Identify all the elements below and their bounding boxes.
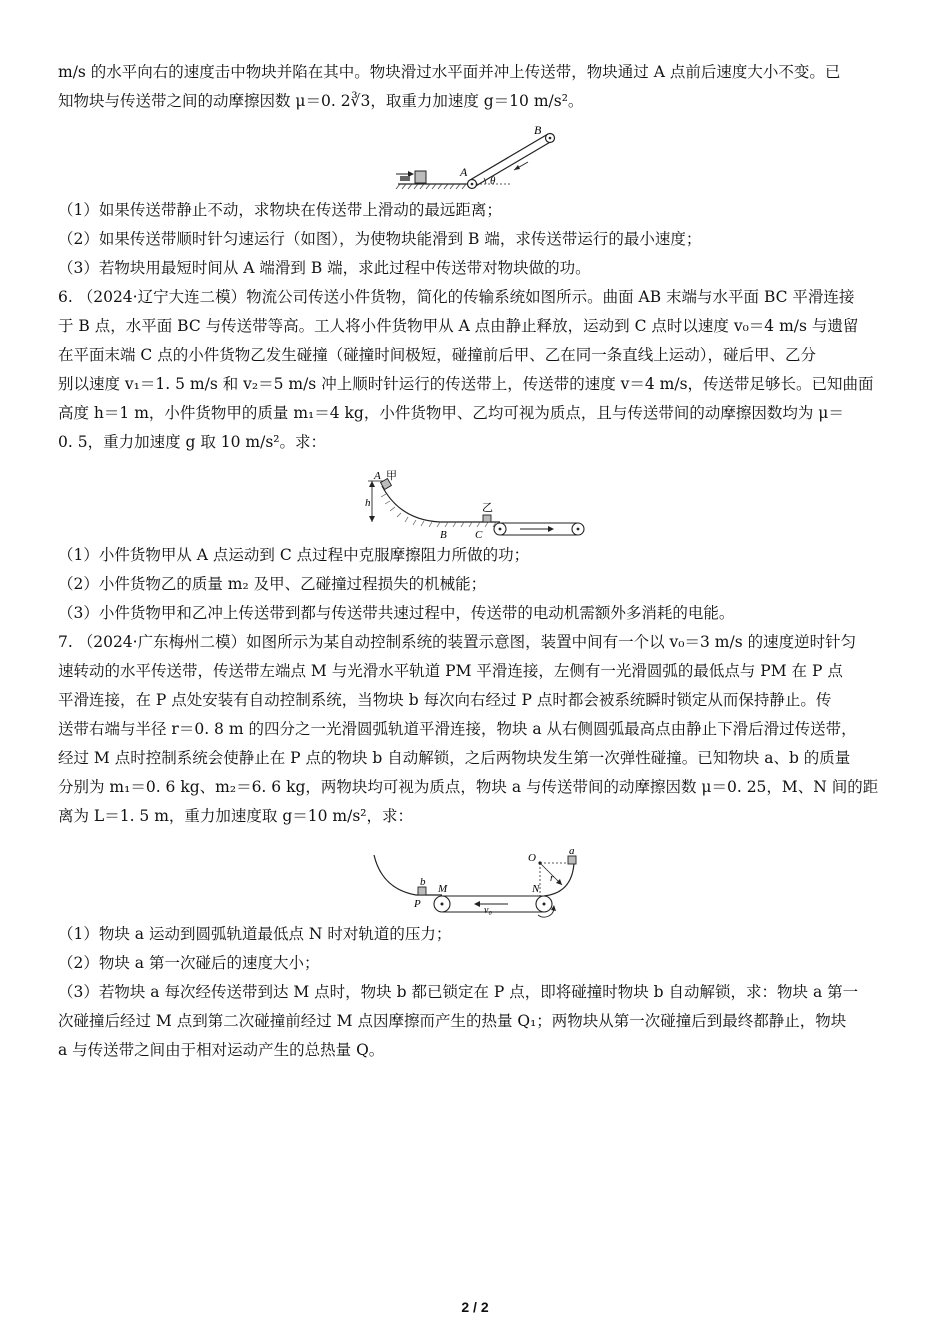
problem-7-questions: [58, 920, 893, 1065]
question-3: （3）小件货物甲和乙冲上传送带到都与传送带共速过程中，传送带的电动机需额外多消耗的电能。: [58, 604, 735, 622]
belt-direction-arrowhead: [514, 165, 520, 170]
text-line: 0. 5，重力加速度 g 取 10 m/s²。求：: [58, 433, 327, 451]
conveyor-left-axle: [499, 528, 502, 531]
text-line: 在平面末端 C 点的小件货物乙发生碰撞（碰撞时间极短，碰撞前后甲、乙在同一条直线上运动），碰后甲、乙分: [58, 346, 816, 364]
text-line: 7. （2024·广东梅州二模）如图所示为某自动控制系统的装置示意图，装置中间有一个以 v₀＝3 m/s 的速度逆时针匀: [58, 633, 857, 651]
question-1: （1）小件货物甲从 A 点运动到 C 点过程中克服摩擦阻力所做的功；: [58, 546, 530, 564]
label-b: b: [420, 876, 426, 888]
question-2: （2）如果传送带顺时针匀速运行（如图），为使物块能滑到 B 端，求传送带运行的最小速度；: [58, 230, 702, 248]
conveyor-right-axle: [543, 903, 546, 906]
text-line: 6. （2024·辽宁大连二模）物流公司传送小件货物，简化的传输系统如图所示。曲面 AB 末端与水平面 BC 平滑连接: [58, 288, 855, 306]
label-n: N: [532, 883, 540, 895]
question-2: （2）小件货物乙的质量 m₂ 及甲、乙碰撞过程损失的机械能；: [58, 575, 487, 593]
label-h: h: [365, 497, 371, 509]
text-line: 次碰撞后经过 M 点到第二次碰撞前经过 M 点因摩擦而产生的热量 Q₁；两物块从第一次碰撞后到最终都静止，物块: [58, 1012, 847, 1030]
question-1: （1）物块 a 运动到圆弧轨道最低点 N 时对轨道的压力；: [58, 925, 452, 943]
text-line: m/s 的水平向右的速度击中物块并陷在其中。物块滑过水平面并冲上传送带，物块通过 A 点前后速度大小不变。已: [58, 63, 841, 81]
belt-bottom: [474, 141, 552, 187]
text-line: 离为 L＝1. 5 m，重力加速度取 g＝10 m/s²，求：: [58, 807, 414, 825]
pulley-a-axle: [471, 183, 474, 186]
text-line: 平滑连接，在 P 点处安装有自动控制系统，当物块 b 每次向右经过 P 点时都会被系统瞬时锁定从而保持静止。传: [58, 691, 832, 709]
label-theta: θ: [490, 175, 496, 187]
ground-hatch: [396, 184, 466, 189]
problem-6-text: [58, 283, 893, 457]
text-line: 送带右端与半径 r＝0. 8 m 的四分之一光滑圆弧轨道平滑连接，物块 a 从右侧圆弧最高点由静止下滑后滑过传送带，: [58, 720, 857, 738]
conveyor-right-axle: [577, 528, 580, 531]
label-r: r: [550, 873, 554, 884]
conveyor-direction-arrowhead: [548, 526, 554, 532]
block-a: [568, 856, 576, 864]
label-b: B: [440, 529, 447, 541]
page-number: 2 / 2: [461, 1299, 489, 1315]
text-line: a 与传送带之间由于相对运动产生的总热量 Q。: [58, 1041, 385, 1059]
block: [415, 171, 426, 183]
text-line: 别以速度 v₁＝1. 5 m/s 和 v₂＝5 m/s 冲上顺时针运行的传送带上，传送带的速度 v＝4 m/s，传送带足够长。已知曲面: [58, 375, 874, 393]
question-3: （3）若物块用最短时间从 A 端滑到 B 端，求此过程中传送带对物块做的功。: [58, 259, 591, 277]
v0-arrowhead: [474, 901, 480, 907]
problem-6-questions: [58, 541, 893, 628]
text-line: 分别为 m₁＝0. 6 kg、m₂＝6. 6 kg，两物块均可视为质点，物块 a 与传送带间的动摩擦因数 μ＝0. 25，M、N 间的距: [58, 778, 879, 796]
label-a: A: [374, 470, 381, 482]
text-line: 于 B 点，水平面 BC 与传送带等高。工人将小件货物甲从 A 点由静止释放，运动到 C 点时以速度 v₀＝4 m/s 与遗留: [58, 317, 859, 335]
label-c: C: [475, 529, 483, 541]
label-a: a: [569, 845, 575, 857]
label-v0: v₀: [484, 905, 492, 916]
left-arc-track: [374, 855, 416, 895]
question-3: （3）若物块 a 每次经传送带到达 M 点时，物块 b 都已锁定在 P 点，即将碰撞时物块 b 自动解锁，求：物块 a 第一: [58, 983, 859, 1001]
figure-inclined-conveyor: [390, 122, 570, 194]
problem-7-text: [58, 628, 893, 831]
belt-top: [470, 134, 548, 180]
label-a: A: [460, 165, 468, 179]
cargo-yi: [483, 515, 491, 522]
label-o: O: [528, 852, 536, 864]
pulley-b-axle: [549, 137, 552, 140]
label-b: B: [534, 123, 542, 137]
label-yi: 乙: [482, 502, 493, 514]
problem-5-questions: [58, 196, 893, 283]
text-line: 知物块与传送带之间的动摩擦因数 μ＝0. 2∛3，取重力加速度 g＝10 m/s²。: [58, 92, 584, 110]
bullet: [400, 176, 410, 181]
question-2: （2）物块 a 第一次碰后的速度大小；: [58, 954, 320, 972]
problem-5-text: [58, 58, 893, 116]
text-line: 经过 M 点时控制系统会使静止在 P 点的物块 b 自动解锁，之后两物块发生第一次弹性碰撞。已知物块 a、b 的质量: [58, 749, 851, 767]
text-line: 速转动的水平传送带，传送带左端点 M 与光滑水平轨道 PM 平滑连接，左侧有一光滑圆弧的最低点与 PM 在 P 点: [58, 662, 843, 680]
question-1: （1）如果传送带静止不动，求物块在传送带上滑动的最远距离；: [58, 201, 502, 219]
figure-control-system: [368, 845, 590, 921]
label-jia: 甲: [386, 470, 397, 482]
figure-curve-conveyor: [360, 468, 590, 542]
height-arrow-down: [369, 516, 375, 522]
conveyor-left-axle: [441, 903, 444, 906]
label-m: M: [438, 883, 448, 895]
text-line: 高度 h＝1 m，小件货物甲的质量 m₁＝4 kg，小件货物甲、乙均可视为质点，且与传送带间的动摩擦因数均为 μ＝: [58, 404, 844, 422]
block-b: [418, 887, 426, 895]
right-quarter-arc: [544, 863, 574, 896]
label-p: P: [414, 898, 421, 910]
